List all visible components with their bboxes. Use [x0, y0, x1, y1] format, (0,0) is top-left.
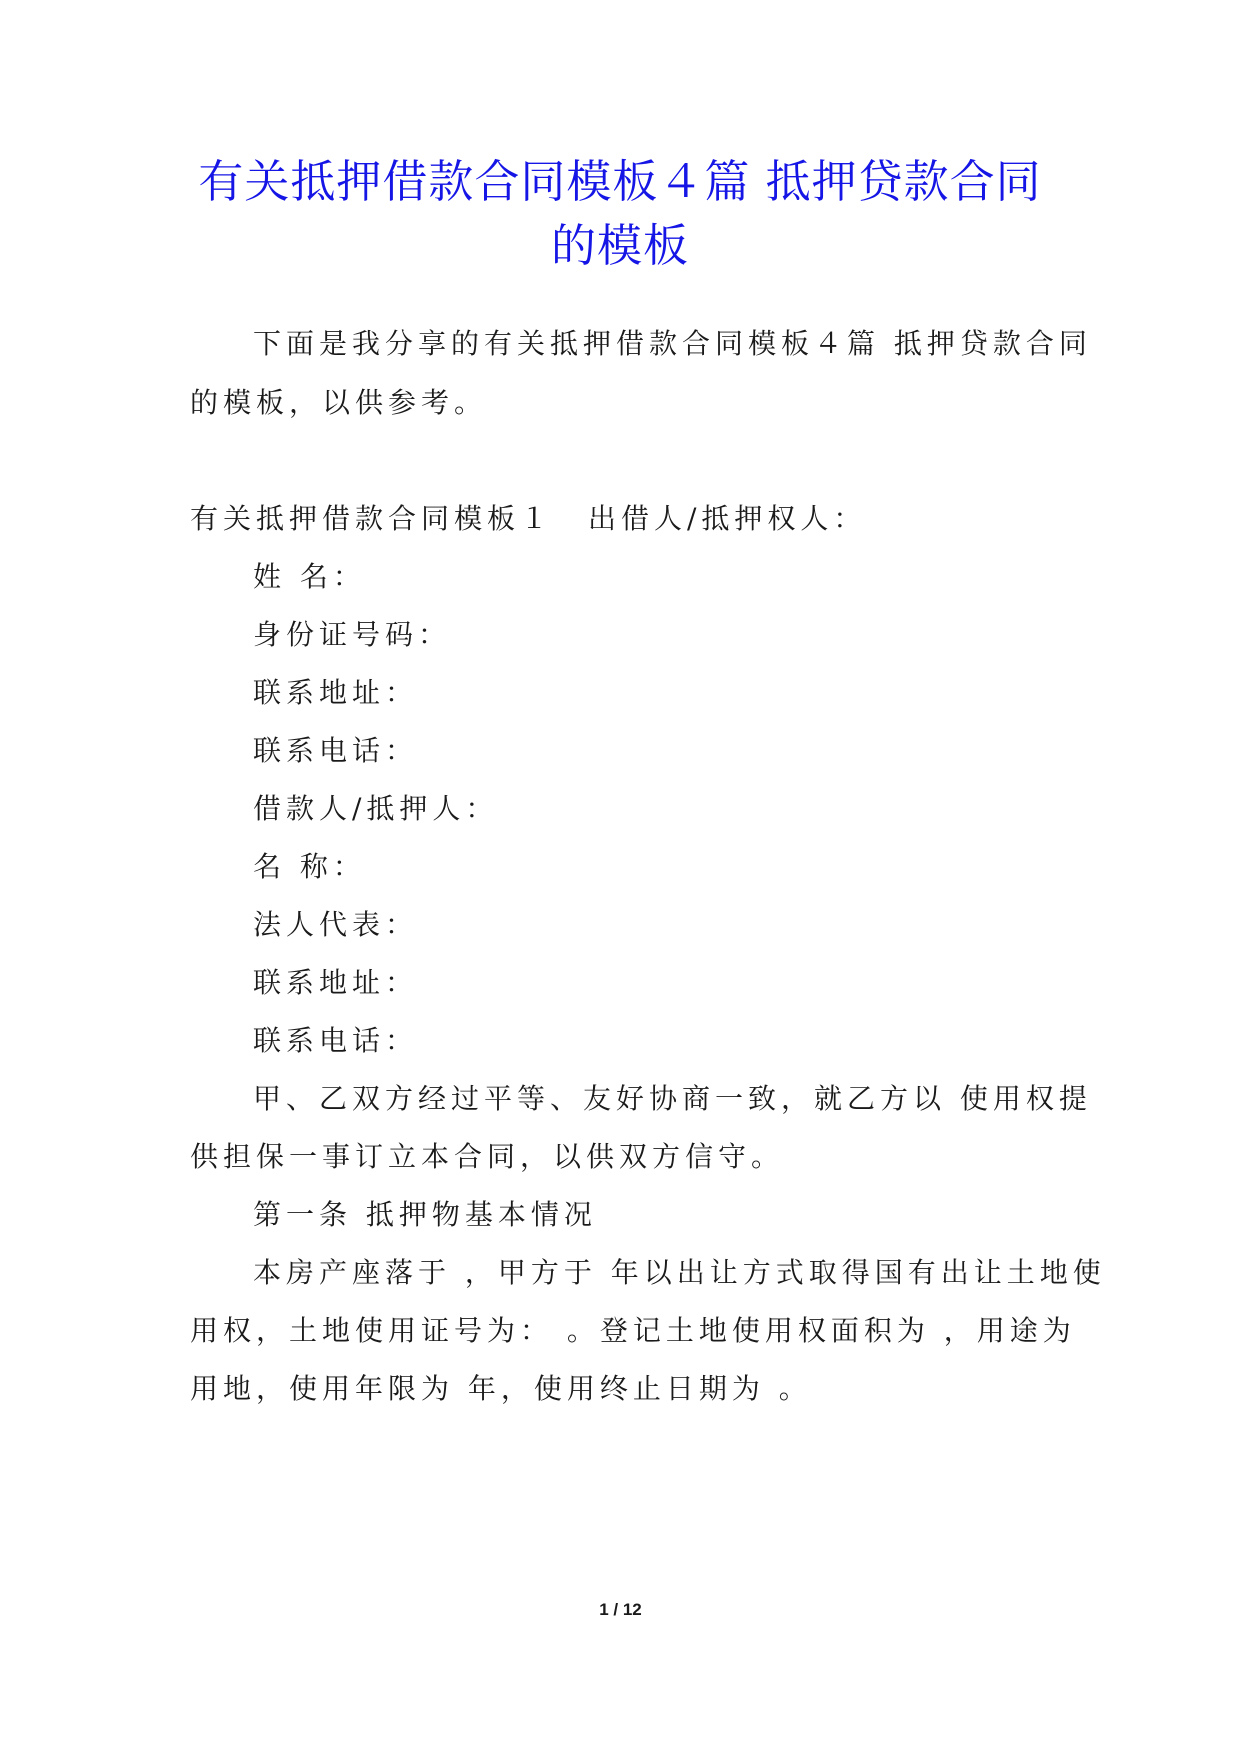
para-2-line-2: 用权，土地使用证号为： 。登记土地使用权面积为 ，用途为 [190, 1314, 1076, 1347]
para-1-line-1: 甲、乙双方经过平等、友好协商一致，就乙方以 使用权提 [253, 1082, 1092, 1115]
para-1-line-2: 供担保一事订立本合同，以供双方信守。 [190, 1140, 785, 1173]
field-address: 联系地址： [253, 676, 419, 709]
article-1-heading: 第一条 抵押物基本情况 [253, 1198, 597, 1231]
lender-label: 出借人/抵押权人： [588, 502, 867, 535]
field-name: 姓 名： [253, 560, 366, 593]
title-line-1: 有关抵押借款合同模板４篇 抵押贷款合同 [198, 155, 1042, 208]
page-number: 1 / 12 [599, 1600, 642, 1619]
intro-line-2: 的模板，以供参考。 [190, 386, 488, 419]
section-1-heading: 有关抵押借款合同模板１ [190, 502, 554, 535]
field-phone-borrower: 联系电话： [253, 1024, 419, 1057]
field-phone: 联系电话： [253, 734, 419, 767]
field-company-name: 名 称： [253, 850, 366, 883]
title-line-2: 的模板 [550, 219, 689, 272]
document-title [150, 150, 1090, 278]
field-legal-rep: 法人代表： [253, 908, 419, 941]
intro-line-1: 下面是我分享的有关抵押借款合同模板４篇 抵押贷款合同 [253, 327, 1092, 360]
borrower-label: 借款人/抵押人： [253, 792, 499, 825]
field-address-borrower: 联系地址： [253, 966, 419, 999]
field-id-number: 身份证号码： [253, 618, 452, 651]
para-2-line-1: 本房产座落于 ，甲方于 年以出让方式取得国有出让土地使 [253, 1256, 1106, 1289]
para-2-line-3: 用地，使用年限为 年，使用终止日期为 。 [190, 1372, 812, 1405]
